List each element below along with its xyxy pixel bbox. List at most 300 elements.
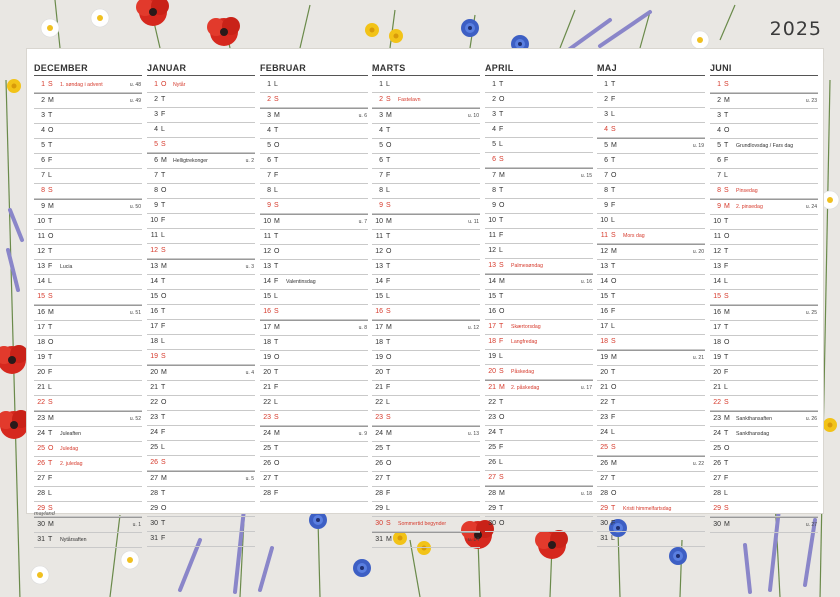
month-name: JUNI bbox=[710, 63, 732, 73]
day-number: 8 bbox=[604, 187, 608, 194]
day-row bbox=[34, 533, 142, 548]
day-row bbox=[710, 472, 818, 487]
weekday-letter: T bbox=[724, 218, 729, 225]
day-number: 5 bbox=[267, 142, 271, 149]
day-number: 5 bbox=[379, 142, 383, 149]
day-number: 20 bbox=[713, 369, 721, 376]
day-number: 17 bbox=[37, 324, 45, 331]
day-number: 24 bbox=[263, 430, 271, 437]
day-number: 17 bbox=[150, 323, 158, 330]
day-row bbox=[710, 487, 818, 502]
day-row bbox=[260, 154, 368, 169]
day-note: Nytårsaften bbox=[60, 537, 87, 543]
day-number: 29 bbox=[713, 505, 721, 512]
day-row bbox=[710, 275, 818, 290]
weekday-letter: T bbox=[499, 217, 504, 224]
weekday-letter: O bbox=[386, 460, 392, 467]
day-number: 30 bbox=[488, 520, 496, 527]
day-row bbox=[597, 78, 705, 93]
day-number: 26 bbox=[375, 460, 383, 467]
day-number: 10 bbox=[600, 217, 608, 224]
day-row bbox=[147, 305, 255, 320]
weekday-letter: S bbox=[274, 202, 279, 209]
weekday-letter: T bbox=[386, 475, 391, 482]
day-number: 25 bbox=[37, 445, 45, 452]
weekday-letter: F bbox=[499, 232, 504, 239]
weekday-letter: T bbox=[161, 308, 166, 315]
day-row bbox=[372, 457, 480, 472]
weekday-letter: L bbox=[161, 444, 165, 451]
weekday-letter: L bbox=[611, 111, 615, 118]
week-number: u. 16 bbox=[580, 279, 592, 285]
weekday-letter: M bbox=[274, 430, 280, 437]
day-number: 11 bbox=[600, 232, 608, 239]
week-number: u. 9 bbox=[358, 431, 367, 437]
week-number: u. 20 bbox=[692, 249, 704, 255]
day-row bbox=[372, 426, 480, 442]
day-number: 28 bbox=[375, 490, 383, 497]
weekday-letter: F bbox=[274, 278, 279, 285]
day-number: 7 bbox=[379, 172, 383, 179]
day-row bbox=[485, 93, 593, 108]
day-row bbox=[147, 365, 255, 381]
day-number: 10 bbox=[150, 217, 158, 224]
day-number: 1 bbox=[717, 81, 721, 88]
day-number: 18 bbox=[37, 339, 45, 346]
month-column-maj bbox=[597, 62, 705, 547]
day-row bbox=[372, 139, 480, 154]
day-row bbox=[147, 214, 255, 229]
day-row bbox=[485, 184, 593, 199]
weekday-letter: M bbox=[48, 415, 54, 422]
month-column-april bbox=[485, 62, 593, 532]
week-number: u. 26 bbox=[805, 416, 817, 422]
day-number: 16 bbox=[713, 309, 721, 316]
weekday-letter: S bbox=[386, 414, 391, 421]
day-number: 24 bbox=[150, 429, 158, 436]
weekday-letter: O bbox=[161, 505, 167, 512]
day-number: 6 bbox=[717, 157, 721, 164]
day-number: 25 bbox=[375, 445, 383, 452]
day-row bbox=[147, 244, 255, 259]
day-row bbox=[485, 305, 593, 320]
weekday-letter: S bbox=[48, 399, 53, 406]
weekday-letter: O bbox=[499, 96, 505, 103]
day-number: 19 bbox=[263, 354, 271, 361]
day-row bbox=[260, 336, 368, 351]
day-number: 19 bbox=[37, 354, 45, 361]
day-number: 20 bbox=[150, 369, 158, 376]
weekday-letter: O bbox=[611, 172, 617, 179]
week-number: u. 50 bbox=[129, 204, 141, 210]
day-number: 3 bbox=[379, 112, 383, 119]
day-number: 15 bbox=[375, 293, 383, 300]
day-number: 13 bbox=[488, 262, 496, 269]
day-number: 15 bbox=[37, 293, 45, 300]
day-number: 3 bbox=[41, 112, 45, 119]
week-number: u. 5 bbox=[245, 476, 254, 482]
day-row bbox=[34, 321, 142, 336]
weekday-letter: L bbox=[161, 338, 165, 345]
day-number: 17 bbox=[375, 324, 383, 331]
weekday-letter: T bbox=[161, 202, 166, 209]
day-number: 10 bbox=[375, 218, 383, 225]
weekday-letter: S bbox=[611, 232, 616, 239]
day-row bbox=[710, 184, 818, 199]
day-row bbox=[372, 320, 480, 336]
week-number: u. 4 bbox=[245, 370, 254, 376]
weekday-letter: O bbox=[161, 399, 167, 406]
weekday-letter: O bbox=[499, 520, 505, 527]
day-row bbox=[34, 215, 142, 230]
weekday-letter: L bbox=[499, 247, 503, 254]
day-number: 18 bbox=[713, 339, 721, 346]
weekday-letter: M bbox=[48, 203, 54, 210]
day-row bbox=[34, 154, 142, 169]
weekday-letter: M bbox=[274, 324, 280, 331]
day-row bbox=[260, 230, 368, 245]
day-number: 23 bbox=[713, 415, 721, 422]
day-number: 12 bbox=[488, 247, 496, 254]
day-row bbox=[485, 229, 593, 244]
day-number: 22 bbox=[37, 399, 45, 406]
day-row bbox=[34, 199, 142, 215]
weekday-letter: T bbox=[161, 278, 166, 285]
day-number: 7 bbox=[267, 172, 271, 179]
day-row bbox=[485, 78, 593, 93]
day-row bbox=[372, 154, 480, 169]
weekday-letter: M bbox=[386, 536, 392, 543]
day-number: 28 bbox=[150, 490, 158, 497]
weekday-letter: O bbox=[161, 187, 167, 194]
day-number: 29 bbox=[37, 505, 45, 512]
weekday-letter: O bbox=[274, 248, 280, 255]
week-number: u. 10 bbox=[467, 113, 479, 119]
day-number: 13 bbox=[713, 263, 721, 270]
weekday-letter: F bbox=[499, 338, 504, 345]
day-row bbox=[372, 245, 480, 260]
day-row bbox=[260, 457, 368, 472]
day-row bbox=[372, 396, 480, 411]
day-row bbox=[597, 138, 705, 154]
day-number: 26 bbox=[150, 459, 158, 466]
day-row bbox=[372, 305, 480, 320]
day-row bbox=[147, 138, 255, 153]
month-column-februar bbox=[260, 62, 368, 502]
day-row bbox=[147, 456, 255, 471]
weekday-letter: M bbox=[499, 490, 505, 497]
day-row bbox=[597, 456, 705, 472]
weekday-letter: O bbox=[724, 127, 730, 134]
weekday-letter: M bbox=[386, 324, 392, 331]
day-row bbox=[372, 336, 480, 351]
day-row bbox=[34, 230, 142, 245]
day-row bbox=[372, 108, 480, 124]
day-note: Sankthansaften bbox=[736, 416, 773, 422]
day-row bbox=[147, 153, 255, 169]
day-row bbox=[597, 472, 705, 487]
day-number: 10 bbox=[713, 218, 721, 225]
day-number: 21 bbox=[150, 384, 158, 391]
week-number: u. 25 bbox=[805, 310, 817, 316]
weekday-letter: O bbox=[499, 202, 505, 209]
weekday-letter: L bbox=[611, 217, 615, 224]
weekday-letter: F bbox=[386, 384, 391, 391]
day-number: 19 bbox=[600, 354, 608, 361]
weekday-letter: S bbox=[499, 368, 504, 375]
day-number: 6 bbox=[267, 157, 271, 164]
day-row bbox=[260, 245, 368, 260]
weekday-letter: F bbox=[48, 263, 53, 270]
day-number: 8 bbox=[154, 187, 158, 194]
day-row bbox=[485, 350, 593, 365]
day-row bbox=[710, 457, 818, 472]
day-row bbox=[597, 396, 705, 411]
weekday-letter: O bbox=[48, 127, 54, 134]
day-number: 15 bbox=[600, 293, 608, 300]
day-row bbox=[710, 321, 818, 336]
day-note: Langfredag bbox=[511, 339, 538, 345]
day-note: Påskedag bbox=[511, 369, 535, 375]
day-row bbox=[260, 320, 368, 336]
weekday-letter: T bbox=[386, 445, 391, 452]
day-row bbox=[260, 184, 368, 199]
day-note: Helligtrekonger bbox=[173, 158, 208, 164]
weekday-letter: T bbox=[724, 460, 729, 467]
day-number: 15 bbox=[263, 293, 271, 300]
day-number: 9 bbox=[717, 203, 721, 210]
week-number: u. 52 bbox=[129, 416, 141, 422]
day-note: Juleaften bbox=[60, 431, 82, 437]
day-number: 23 bbox=[263, 414, 271, 421]
day-row bbox=[597, 411, 705, 426]
day-row bbox=[597, 184, 705, 199]
day-number: 3 bbox=[492, 111, 496, 118]
day-number: 19 bbox=[488, 353, 496, 360]
weekday-letter: S bbox=[724, 187, 729, 194]
day-number: 14 bbox=[375, 278, 383, 285]
day-number: 18 bbox=[150, 338, 158, 345]
weekday-letter: F bbox=[611, 308, 616, 315]
day-number: 4 bbox=[41, 127, 45, 134]
day-row bbox=[260, 366, 368, 381]
month-name: FEBRUAR bbox=[260, 63, 307, 73]
day-note: Pinsedag bbox=[736, 188, 758, 194]
week-number: u. 19 bbox=[692, 143, 704, 149]
day-row bbox=[485, 365, 593, 380]
weekday-letter: S bbox=[48, 187, 53, 194]
day-row bbox=[710, 427, 818, 442]
day-number: 19 bbox=[150, 353, 158, 360]
day-row bbox=[147, 184, 255, 199]
weekday-letter: F bbox=[724, 157, 729, 164]
weekday-letter: T bbox=[499, 323, 504, 330]
week-number: u. 2 bbox=[245, 158, 254, 164]
day-row bbox=[372, 442, 480, 457]
day-note: 2. juledag bbox=[60, 461, 83, 467]
day-note: 2. pinsedag bbox=[736, 204, 763, 210]
weekday-letter: L bbox=[386, 81, 390, 88]
day-row bbox=[147, 426, 255, 441]
day-number: 13 bbox=[150, 263, 158, 270]
day-row bbox=[710, 366, 818, 381]
weekday-letter: M bbox=[386, 112, 392, 119]
day-number: 2 bbox=[604, 96, 608, 103]
weekday-letter: M bbox=[724, 203, 730, 210]
day-row bbox=[597, 441, 705, 456]
day-number: 13 bbox=[600, 263, 608, 270]
weekday-letter: O bbox=[48, 233, 54, 240]
day-row bbox=[260, 396, 368, 411]
week-number: u. 1 bbox=[132, 522, 141, 528]
weekday-letter: M bbox=[161, 475, 167, 482]
weekday-letter: T bbox=[161, 96, 166, 103]
day-number: 5 bbox=[154, 141, 158, 148]
day-number: 26 bbox=[713, 460, 721, 467]
weekday-letter: T bbox=[724, 354, 729, 361]
day-row bbox=[710, 517, 818, 533]
day-number: 29 bbox=[150, 505, 158, 512]
month-divider bbox=[372, 75, 480, 76]
day-row bbox=[710, 336, 818, 351]
weekday-letter: T bbox=[161, 384, 166, 391]
day-row bbox=[597, 502, 705, 517]
day-row bbox=[147, 350, 255, 365]
day-row bbox=[147, 320, 255, 335]
day-row bbox=[147, 441, 255, 456]
weekday-letter: T bbox=[611, 81, 616, 88]
day-number: 28 bbox=[713, 490, 721, 497]
day-row bbox=[597, 123, 705, 138]
day-number: 8 bbox=[717, 187, 721, 194]
day-number: 29 bbox=[375, 505, 383, 512]
day-row bbox=[597, 335, 705, 350]
day-row bbox=[372, 93, 480, 108]
weekday-letter: O bbox=[274, 354, 280, 361]
day-row bbox=[485, 441, 593, 456]
day-number: 25 bbox=[150, 444, 158, 451]
day-row bbox=[372, 290, 480, 305]
day-row bbox=[34, 457, 142, 472]
day-number: 10 bbox=[263, 218, 271, 225]
weekday-letter: T bbox=[161, 414, 166, 421]
day-row bbox=[372, 260, 480, 275]
weekday-letter: T bbox=[386, 127, 391, 134]
weekday-letter: F bbox=[611, 202, 616, 209]
day-row bbox=[147, 502, 255, 517]
day-row bbox=[34, 336, 142, 351]
weekday-letter: F bbox=[499, 126, 504, 133]
weekday-letter: M bbox=[274, 112, 280, 119]
day-row bbox=[485, 138, 593, 153]
day-row bbox=[485, 335, 593, 350]
weekday-letter: F bbox=[161, 111, 166, 118]
day-row bbox=[260, 78, 368, 93]
weekday-letter: L bbox=[161, 126, 165, 133]
day-row bbox=[372, 124, 480, 139]
day-number: 16 bbox=[375, 308, 383, 315]
day-number: 15 bbox=[150, 293, 158, 300]
day-row bbox=[260, 472, 368, 487]
day-row bbox=[372, 214, 480, 230]
day-number: 28 bbox=[37, 490, 45, 497]
day-number: 8 bbox=[492, 187, 496, 194]
weekday-letter: F bbox=[611, 96, 616, 103]
day-number: 23 bbox=[600, 414, 608, 421]
day-number: 20 bbox=[37, 369, 45, 376]
weekday-letter: S bbox=[48, 293, 53, 300]
day-row bbox=[485, 244, 593, 259]
weekday-letter: F bbox=[499, 444, 504, 451]
weekday-letter: O bbox=[386, 142, 392, 149]
month-name: JANUAR bbox=[147, 63, 187, 73]
weekday-letter: T bbox=[611, 475, 616, 482]
day-row bbox=[372, 517, 480, 532]
day-row bbox=[710, 502, 818, 517]
day-row bbox=[34, 396, 142, 411]
month-divider bbox=[597, 75, 705, 76]
week-number: u. 15 bbox=[580, 173, 592, 179]
weekday-letter: T bbox=[724, 142, 729, 149]
day-row bbox=[485, 290, 593, 305]
weekday-letter: T bbox=[499, 505, 504, 512]
week-number: u. 21 bbox=[692, 355, 704, 361]
day-number: 27 bbox=[375, 475, 383, 482]
weekday-letter: S bbox=[499, 262, 504, 269]
weekday-letter: L bbox=[499, 141, 503, 148]
day-row bbox=[710, 396, 818, 411]
day-number: 22 bbox=[263, 399, 271, 406]
day-row bbox=[485, 320, 593, 335]
day-row bbox=[485, 502, 593, 517]
day-row bbox=[372, 78, 480, 93]
day-row bbox=[147, 108, 255, 123]
day-row bbox=[710, 290, 818, 305]
weekday-letter: L bbox=[274, 81, 278, 88]
day-row bbox=[597, 366, 705, 381]
day-number: 9 bbox=[604, 202, 608, 209]
day-number: 21 bbox=[37, 384, 45, 391]
day-number: 23 bbox=[37, 415, 45, 422]
day-row bbox=[372, 184, 480, 199]
weekday-letter: O bbox=[611, 278, 617, 285]
day-row bbox=[260, 426, 368, 442]
week-number: u. 17 bbox=[580, 385, 592, 391]
day-number: 28 bbox=[488, 490, 496, 497]
weekday-letter: O bbox=[274, 142, 280, 149]
day-row bbox=[34, 411, 142, 427]
day-row bbox=[260, 351, 368, 366]
day-number: 13 bbox=[37, 263, 45, 270]
weekday-letter: F bbox=[48, 369, 53, 376]
weekday-letter: T bbox=[611, 369, 616, 376]
weekday-letter: L bbox=[274, 187, 278, 194]
day-row bbox=[34, 124, 142, 139]
day-row bbox=[34, 381, 142, 396]
weekday-letter: M bbox=[611, 460, 617, 467]
weekday-letter: M bbox=[161, 157, 167, 164]
day-number: 22 bbox=[600, 399, 608, 406]
day-row bbox=[260, 305, 368, 320]
day-note: Skærtorsdag bbox=[511, 324, 541, 330]
day-row bbox=[485, 396, 593, 411]
day-number: 7 bbox=[717, 172, 721, 179]
day-number: 11 bbox=[488, 232, 496, 239]
month-name: MARTS bbox=[372, 63, 406, 73]
day-number: 31 bbox=[600, 535, 608, 542]
weekday-letter: T bbox=[499, 429, 504, 436]
day-number: 16 bbox=[488, 308, 496, 315]
